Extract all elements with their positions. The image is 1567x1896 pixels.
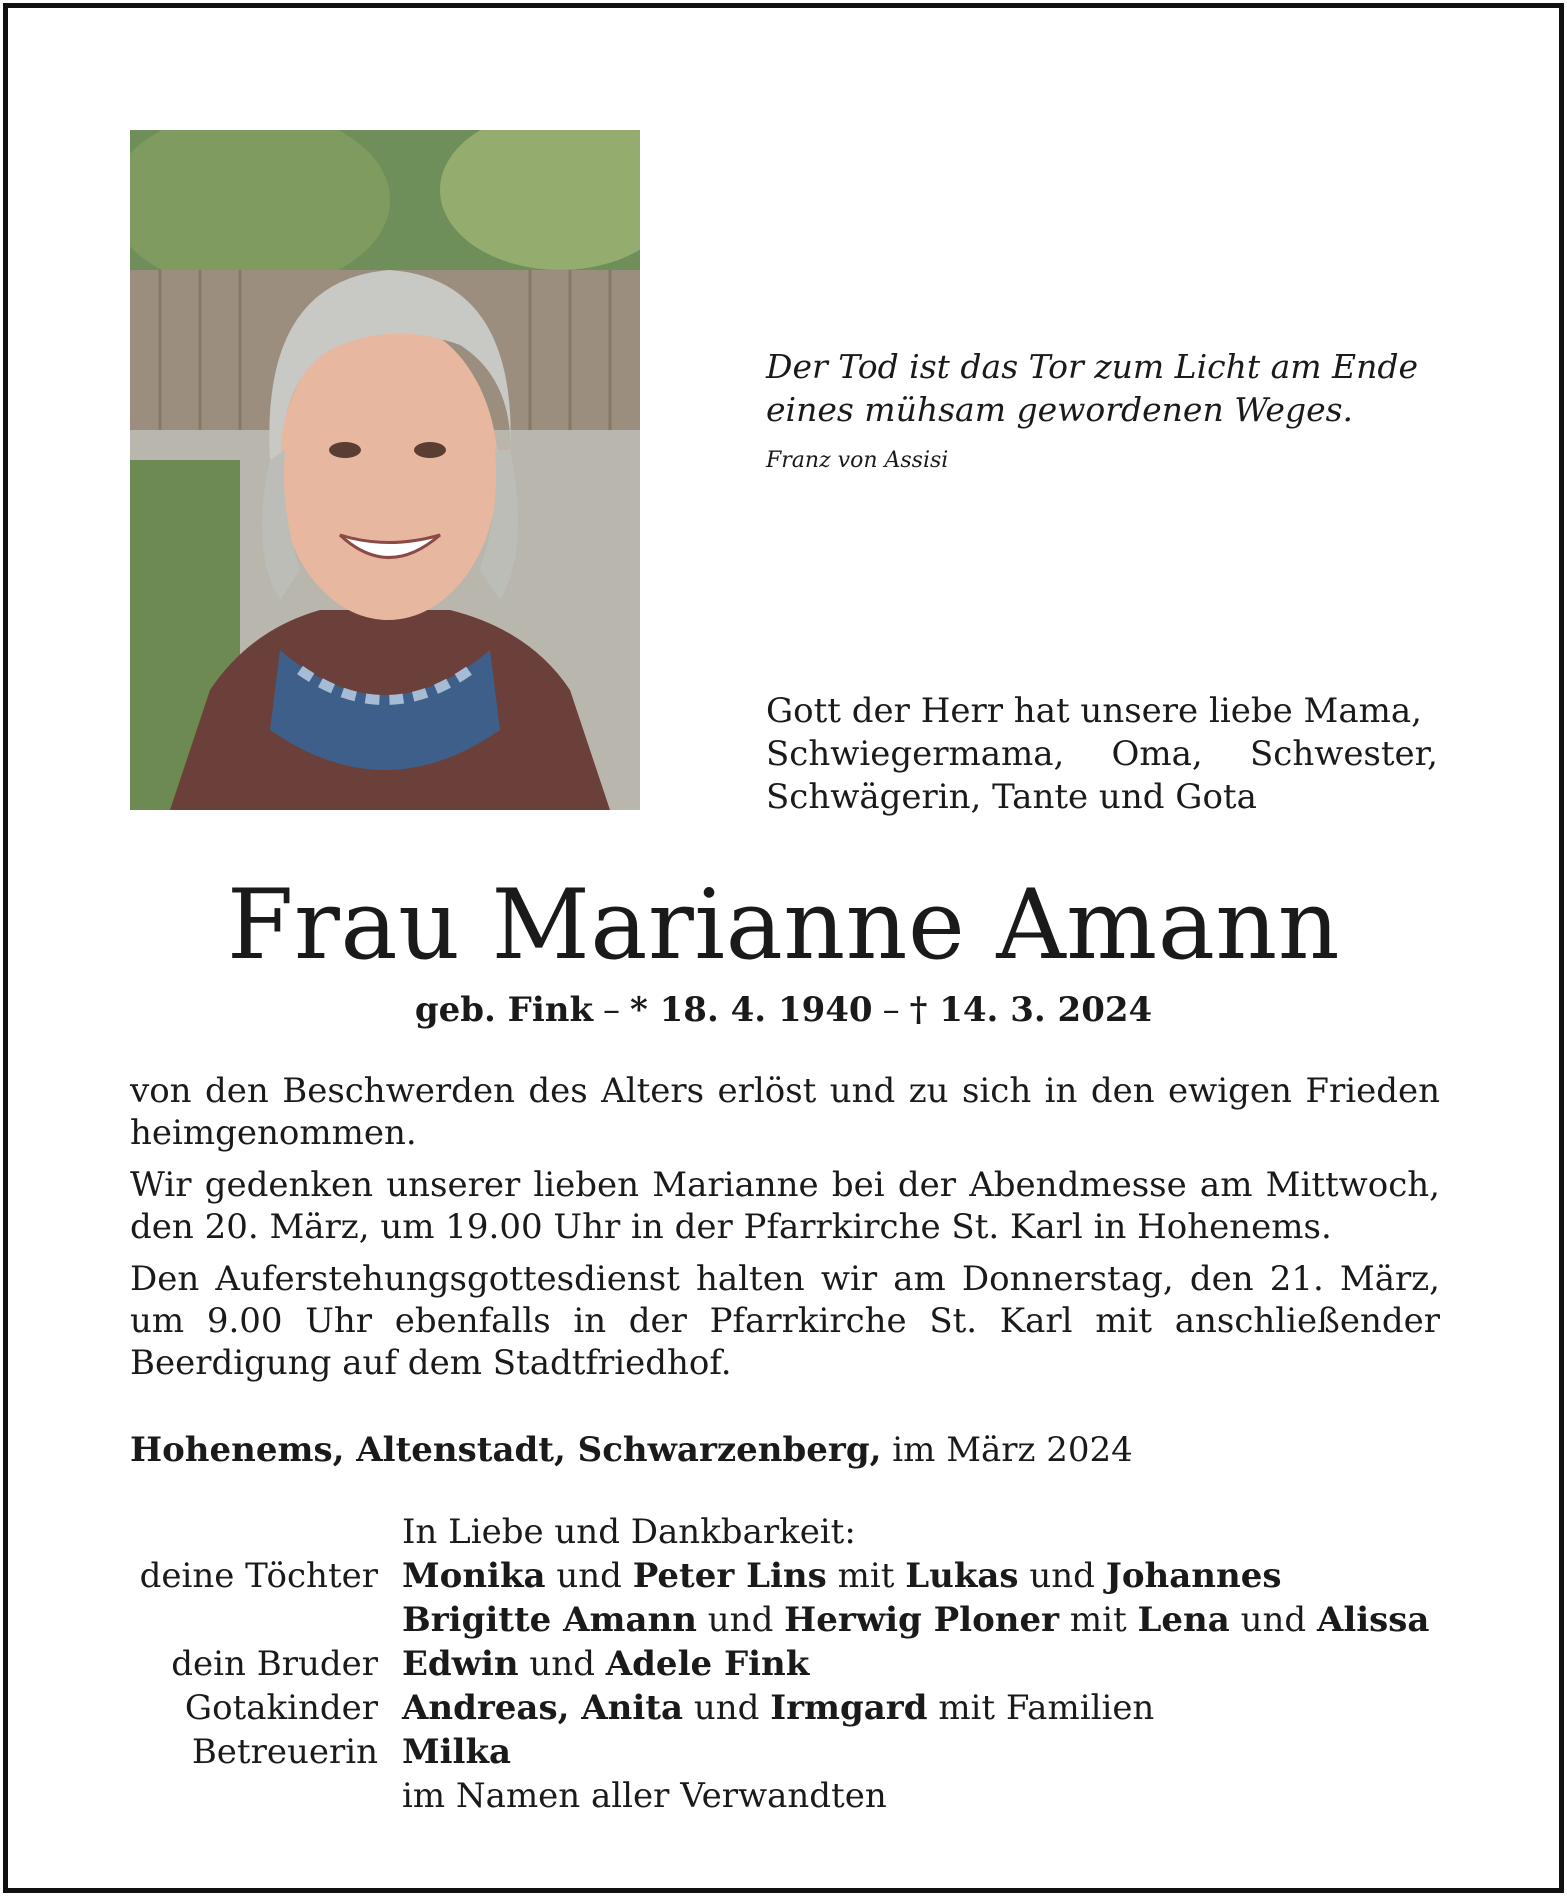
relation-label: dein Bruder xyxy=(171,1644,378,1684)
birth-date: * 18. 4. 1940 xyxy=(630,990,873,1030)
intro-line-1: Gott der Herr hat unsere liebe Mama, xyxy=(766,691,1422,731)
quote-line-1: Der Tod ist das Tor zum Licht am Ende xyxy=(766,347,1419,386)
connector: und xyxy=(707,1600,774,1640)
family-row-godchildren xyxy=(130,1686,1440,1730)
family-name: Monika xyxy=(402,1556,546,1596)
family-name: Edwin xyxy=(402,1644,519,1684)
relation-label: deine Töchter xyxy=(139,1556,378,1596)
maiden-name: geb. Fink xyxy=(414,990,594,1030)
family-name: Brigitte Amann xyxy=(402,1600,697,1640)
connector: mit Familien xyxy=(938,1688,1155,1728)
separator: – xyxy=(603,990,621,1030)
connector: und xyxy=(693,1688,760,1728)
connector: mit xyxy=(1069,1600,1127,1640)
connector: und xyxy=(556,1556,622,1596)
paragraph-funeral-service: Den Auferstehungsgottesdienst halten wir am Donnerstag, den 21. März, um 9.00 Uhr ebenfalls in der Pfarrkirche St. Karl mit anschließender Beerdigung auf dem Stadtfriedhof. xyxy=(130,1259,1440,1383)
family-name: Irmgard xyxy=(770,1688,928,1728)
connector: und xyxy=(529,1644,595,1684)
quote xyxy=(766,345,1466,431)
portrait-image xyxy=(130,130,640,810)
connector: und xyxy=(1029,1556,1095,1596)
family-name: Lena xyxy=(1137,1600,1230,1640)
family-closing: im Namen aller Verwandten xyxy=(402,1776,887,1816)
announcement-body xyxy=(130,1070,1440,1394)
family-name: Johannes xyxy=(1105,1556,1282,1596)
family-name: Herwig Ploner xyxy=(784,1600,1060,1640)
places: Hohenems, Altenstadt, Schwarzenberg, xyxy=(130,1430,882,1470)
place-and-date xyxy=(130,1430,1440,1470)
connector: und xyxy=(1240,1600,1307,1640)
connector: mit xyxy=(837,1556,895,1596)
family-name: Lukas xyxy=(905,1556,1019,1596)
family-row-brother xyxy=(130,1642,1440,1686)
family-closing-row xyxy=(130,1774,1440,1818)
family-row-carer xyxy=(130,1730,1440,1774)
intro-line-3: Schwägerin, Tante und Gota xyxy=(766,777,1257,817)
intro-line-2: Schwiegermama, Oma, Schwester, xyxy=(766,734,1438,774)
family-name: Alissa xyxy=(1316,1600,1430,1640)
family-heading: In Liebe und Dankbarkeit: xyxy=(402,1512,856,1552)
deceased-name: Frau Marianne Amann xyxy=(226,869,1341,981)
paragraph-release: von den Beschwerden des Alters erlöst und zu sich in den ewigen Frieden heimgenommen. xyxy=(130,1071,1440,1153)
family-name: Peter Lins xyxy=(632,1556,827,1596)
announcement-date: im März 2024 xyxy=(892,1430,1133,1470)
family-name: Andreas, Anita xyxy=(402,1688,684,1728)
death-date: † 14. 3. 2024 xyxy=(909,990,1153,1030)
quote-author: Franz von Assisi xyxy=(766,448,949,473)
separator: – xyxy=(882,990,900,1030)
life-dates xyxy=(0,990,1567,1030)
paragraph-evening-mass: Wir gedenken unserer lieben Marianne bei der Abendmesse am Mittwoch, den 20. März, um 19.00 Uhr in der Pfarrkirche St. Karl in Hohenems. xyxy=(130,1165,1440,1247)
relation-label: Gotakinder xyxy=(184,1688,378,1728)
family-row-daughters xyxy=(130,1554,1440,1598)
family-list xyxy=(130,1510,1440,1818)
family-heading-row xyxy=(130,1510,1440,1554)
relation-label: Betreuerin xyxy=(191,1732,378,1772)
quote-line-2: eines mühsam gewordenen Weges. xyxy=(766,390,1354,429)
family-row-daughter-2 xyxy=(130,1598,1440,1642)
family-name: Milka xyxy=(402,1732,512,1772)
family-name: Adele Fink xyxy=(605,1644,810,1684)
portrait-photo xyxy=(130,130,640,810)
intro-text xyxy=(766,690,1438,819)
